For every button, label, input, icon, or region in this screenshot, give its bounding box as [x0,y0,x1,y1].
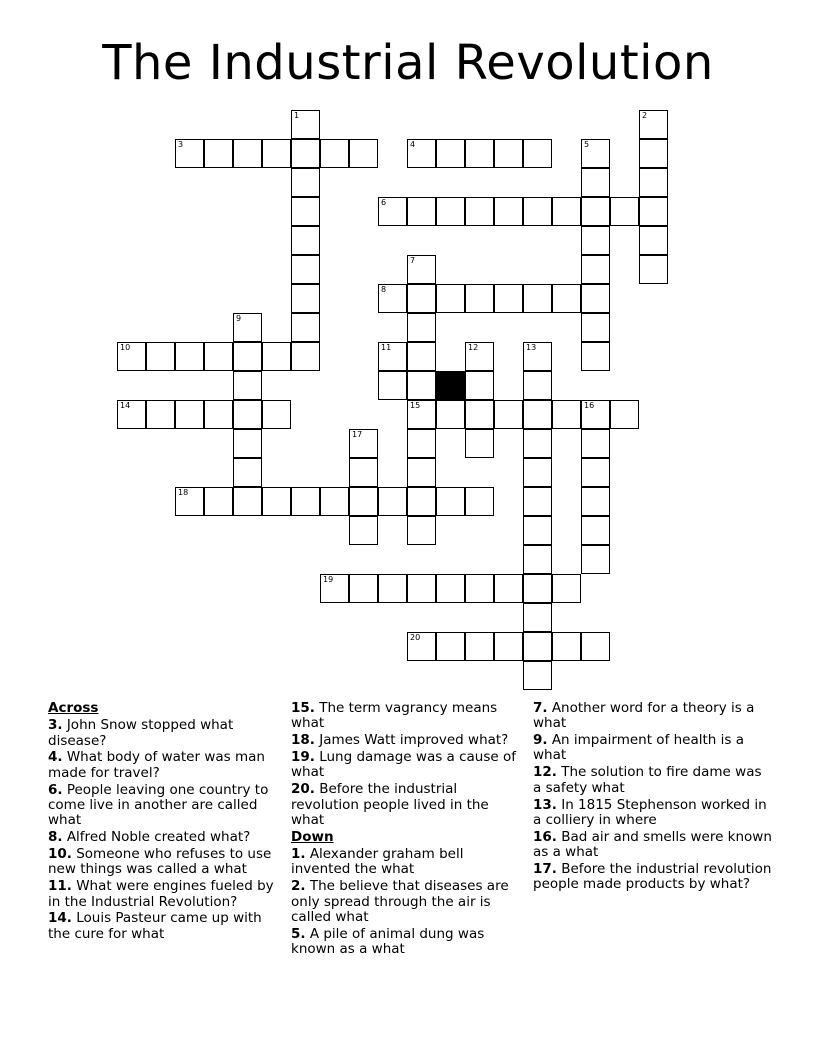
clue-number-label: 6 [381,198,387,207]
grid-cell[interactable] [465,197,494,226]
clue-number-label: 2 [642,111,648,120]
grid-cell[interactable] [552,197,581,226]
grid-cell[interactable] [204,342,233,371]
clue-item [533,733,773,764]
clue-number: 10. [48,846,72,863]
grid-cell[interactable] [465,284,494,313]
grid-cell[interactable] [639,139,668,168]
clue-item [291,847,525,878]
grid-cell[interactable] [523,487,552,516]
clue-item [533,798,773,829]
grid-cell[interactable] [175,400,204,429]
grid-cell[interactable] [204,400,233,429]
grid-cell[interactable] [233,139,262,168]
grid-cell[interactable] [523,139,552,168]
clue-number-label: 12 [468,343,479,352]
grid-cell[interactable] [523,197,552,226]
grid-cell[interactable] [639,255,668,284]
grid-cell[interactable] [523,342,552,371]
grid-cell[interactable] [610,400,639,429]
clue-text: A pile of animal dung was known as a what [291,925,485,958]
grid-cell[interactable] [233,400,262,429]
grid-cell[interactable] [581,632,610,661]
grid-cell[interactable] [407,574,436,603]
clue-number: 16. [533,828,557,845]
clue-text: What body of water was man made for travel? [48,749,265,781]
clue-item [48,830,278,845]
clue-item [48,718,278,749]
grid-cell[interactable] [523,458,552,487]
clue-text: Alfred Noble created what? [62,829,251,846]
grid-cell[interactable] [407,632,436,661]
grid-cell[interactable] [378,197,407,226]
clue-number-label: 14 [120,401,131,410]
grid-cell[interactable] [494,574,523,603]
grid-cell[interactable] [407,371,436,400]
grid-cell[interactable] [465,139,494,168]
grid-cell[interactable] [581,197,610,226]
clue-text: What were engines fueled by in the Industrial Revolution? [48,878,274,910]
grid-cell[interactable] [465,342,494,371]
clue-number-label: 20 [410,633,421,642]
clue-item [533,765,773,796]
clue-number: 12. [533,764,557,781]
clue-column-3 [533,701,773,894]
grid-cell[interactable] [233,313,262,342]
grid-cell[interactable] [349,458,378,487]
clue-text: Before the industrial revolution people made products by what? [533,860,772,893]
clue-text: In 1815 Stephenson worked in a colliery in where [533,796,767,828]
grid-cell[interactable] [291,342,320,371]
grid-cell[interactable] [465,574,494,603]
clue-item [48,750,278,781]
grid-cell[interactable] [436,632,465,661]
grid-cell[interactable] [581,139,610,168]
grid-cell[interactable] [523,400,552,429]
grid-cell[interactable] [233,429,262,458]
grid-cell[interactable] [581,168,610,197]
grid-cell[interactable] [349,516,378,545]
grid-cell[interactable] [320,574,349,603]
grid-cell[interactable] [204,139,233,168]
grid-cell[interactable] [523,574,552,603]
grid-cell[interactable] [378,487,407,516]
clue-number: 5. [291,925,306,942]
clue-item [533,701,773,732]
clue-number-label: 4 [410,140,416,149]
clue-number-label: 11 [381,343,392,352]
grid-cell[interactable] [233,487,262,516]
clue-text: The believe that diseases are only spread through the air is called what [291,878,509,925]
grid-cell[interactable] [436,400,465,429]
grid-cell[interactable] [639,197,668,226]
grid-cell[interactable] [523,545,552,574]
clue-number: 20. [291,781,315,798]
grid-cell[interactable] [523,603,552,632]
clue-column-2 [291,701,525,959]
clue-number-label: 16 [584,401,595,410]
clue-item [291,927,525,958]
clue-item [533,830,773,861]
grid-cell[interactable] [349,487,378,516]
clue-number: 15. [291,700,315,716]
grid-cell[interactable] [581,400,610,429]
grid-cell[interactable] [378,371,407,400]
grid-cell[interactable] [407,429,436,458]
grid-cell[interactable] [581,487,610,516]
grid-cell[interactable] [291,197,320,226]
grid-cell[interactable] [407,313,436,342]
grid-cell[interactable] [407,139,436,168]
grid-cell[interactable] [233,371,262,400]
grid-cell[interactable] [610,197,639,226]
grid-cell[interactable] [146,400,175,429]
clue-number-label: 9 [236,314,242,323]
grid-cell[interactable] [320,487,349,516]
clue-text: Lung damage was a cause of what [291,749,516,781]
clue-number: 1. [291,846,306,863]
grid-cell[interactable] [581,342,610,371]
grid-cell[interactable] [465,371,494,400]
clue-number-label: 7 [410,256,416,265]
clue-number: 14. [48,910,72,927]
grid-cell[interactable] [349,429,378,458]
grid-cell[interactable] [465,632,494,661]
clue-item [291,782,525,828]
clue-text: People leaving one country to come live in another are called what [48,781,269,829]
clue-item [291,879,525,925]
grid-cell[interactable] [407,400,436,429]
clue-text: Another word for a theory is a what [533,700,755,732]
grid-cell[interactable] [378,574,407,603]
clue-column-1 [48,701,278,944]
across-heading: Across [48,700,99,716]
grid-cell[interactable] [465,429,494,458]
grid-cell[interactable] [407,516,436,545]
clue-item [48,911,278,942]
grid-cell[interactable] [262,139,291,168]
grid-cell[interactable] [349,139,378,168]
grid-cell[interactable] [262,400,291,429]
grid-cell[interactable] [494,400,523,429]
grid-cell[interactable] [436,139,465,168]
clue-text: Alexander graham bell invented the what [291,846,464,878]
grid-cell[interactable] [552,632,581,661]
grid-cell[interactable] [523,516,552,545]
grid-cell[interactable] [291,313,320,342]
grid-cell[interactable] [523,429,552,458]
grid-cell[interactable] [291,226,320,255]
clue-text: Louis Pasteur came up with the cure for what [48,910,262,942]
grid-cell[interactable] [378,342,407,371]
clue-number-label: 1 [294,111,300,120]
clue-number: 3. [48,717,63,734]
clue-number-label: 8 [381,285,387,294]
clue-number: 11. [48,878,72,895]
grid-cell[interactable] [233,342,262,371]
clue-number-label: 18 [178,488,189,497]
grid-cell[interactable] [581,255,610,284]
grid-cell[interactable] [407,487,436,516]
clue-number-label: 3 [178,140,184,149]
clue-text: The solution to fire dame was a safety what [533,764,762,796]
grid-cell[interactable] [349,574,378,603]
clue-number: 18. [291,732,315,749]
grid-cell[interactable] [436,574,465,603]
clue-text: Before the industrial revolution people lived in the what [291,781,489,828]
clue-text: John Snow stopped what disease? [48,717,234,749]
clue-item [291,701,525,732]
grid-cell[interactable] [581,516,610,545]
grid-cell[interactable] [407,284,436,313]
grid-cell[interactable] [291,284,320,313]
clue-item [291,750,525,781]
clue-item [48,879,278,910]
grid-cell[interactable] [175,487,204,516]
grid-cell[interactable] [639,168,668,197]
grid-cell[interactable] [117,342,146,371]
grid-cell[interactable] [494,197,523,226]
clue-text: James Watt improved what? [314,732,509,749]
grid-cell[interactable] [175,139,204,168]
grid-cell[interactable] [465,487,494,516]
clue-text: An impairment of health is a what [533,732,744,764]
grid-cell[interactable] [581,313,610,342]
clue-number-label: 5 [584,140,590,149]
grid-cell[interactable] [494,632,523,661]
grid-cell[interactable] [291,487,320,516]
grid-cell[interactable] [204,487,233,516]
clue-number: 13. [533,796,557,813]
clue-number: 7. [533,700,548,716]
clue-number-label: 17 [352,430,363,439]
grid-cell[interactable] [552,400,581,429]
black-cell [436,371,465,400]
clue-number-label: 13 [526,343,537,352]
clue-number-label: 10 [120,343,131,352]
grid-cell[interactable] [639,226,668,255]
grid-cell[interactable] [436,487,465,516]
grid-cell[interactable] [581,458,610,487]
clue-number: 2. [291,878,306,895]
clue-text: The term vagrancy means what [291,700,498,732]
clue-number-label: 15 [410,401,421,410]
grid-cell[interactable] [552,574,581,603]
grid-cell[interactable] [436,197,465,226]
grid-cell[interactable] [581,226,610,255]
clue-text: Bad air and smells were known as a what [533,828,772,861]
clue-number: 9. [533,732,548,749]
grid-cell[interactable] [407,342,436,371]
grid-cell[interactable] [291,110,320,139]
grid-cell[interactable] [465,400,494,429]
grid-cell[interactable] [117,400,146,429]
clue-number: 6. [48,781,63,798]
grid-cell[interactable] [320,139,349,168]
clue-item [48,847,278,878]
clue-item [533,862,773,893]
grid-cell[interactable] [407,255,436,284]
clue-number: 4. [48,749,63,766]
grid-cell[interactable] [494,139,523,168]
grid-cell[interactable] [291,255,320,284]
grid-cell[interactable] [523,284,552,313]
grid-cell[interactable] [523,371,552,400]
page-title: The Industrial Revolution [102,35,714,91]
grid-cell[interactable] [146,342,175,371]
clue-number: 17. [533,860,557,877]
grid-cell[interactable] [233,458,262,487]
grid-cell[interactable] [552,284,581,313]
clue-text: Someone who refuses to use new things was called a what [48,846,272,878]
grid-cell[interactable] [494,284,523,313]
grid-cell[interactable] [407,197,436,226]
grid-cell[interactable] [639,110,668,139]
grid-cell[interactable] [581,429,610,458]
clue-item [291,733,525,748]
grid-cell[interactable] [291,139,320,168]
down-heading: Down [291,828,334,845]
grid-cell[interactable] [436,284,465,313]
clue-number-label: 19 [323,575,334,584]
grid-cell[interactable] [262,342,291,371]
grid-cell[interactable] [581,545,610,574]
grid-cell[interactable] [581,284,610,313]
clue-number: 19. [291,749,315,766]
grid-cell[interactable] [262,487,291,516]
clue-number: 8. [48,829,63,846]
grid-cell[interactable] [523,632,552,661]
grid-cell[interactable] [378,284,407,313]
grid-cell[interactable] [291,168,320,197]
grid-cell[interactable] [523,661,552,690]
grid-cell[interactable] [175,342,204,371]
clue-item [48,783,278,829]
grid-cell[interactable] [407,458,436,487]
